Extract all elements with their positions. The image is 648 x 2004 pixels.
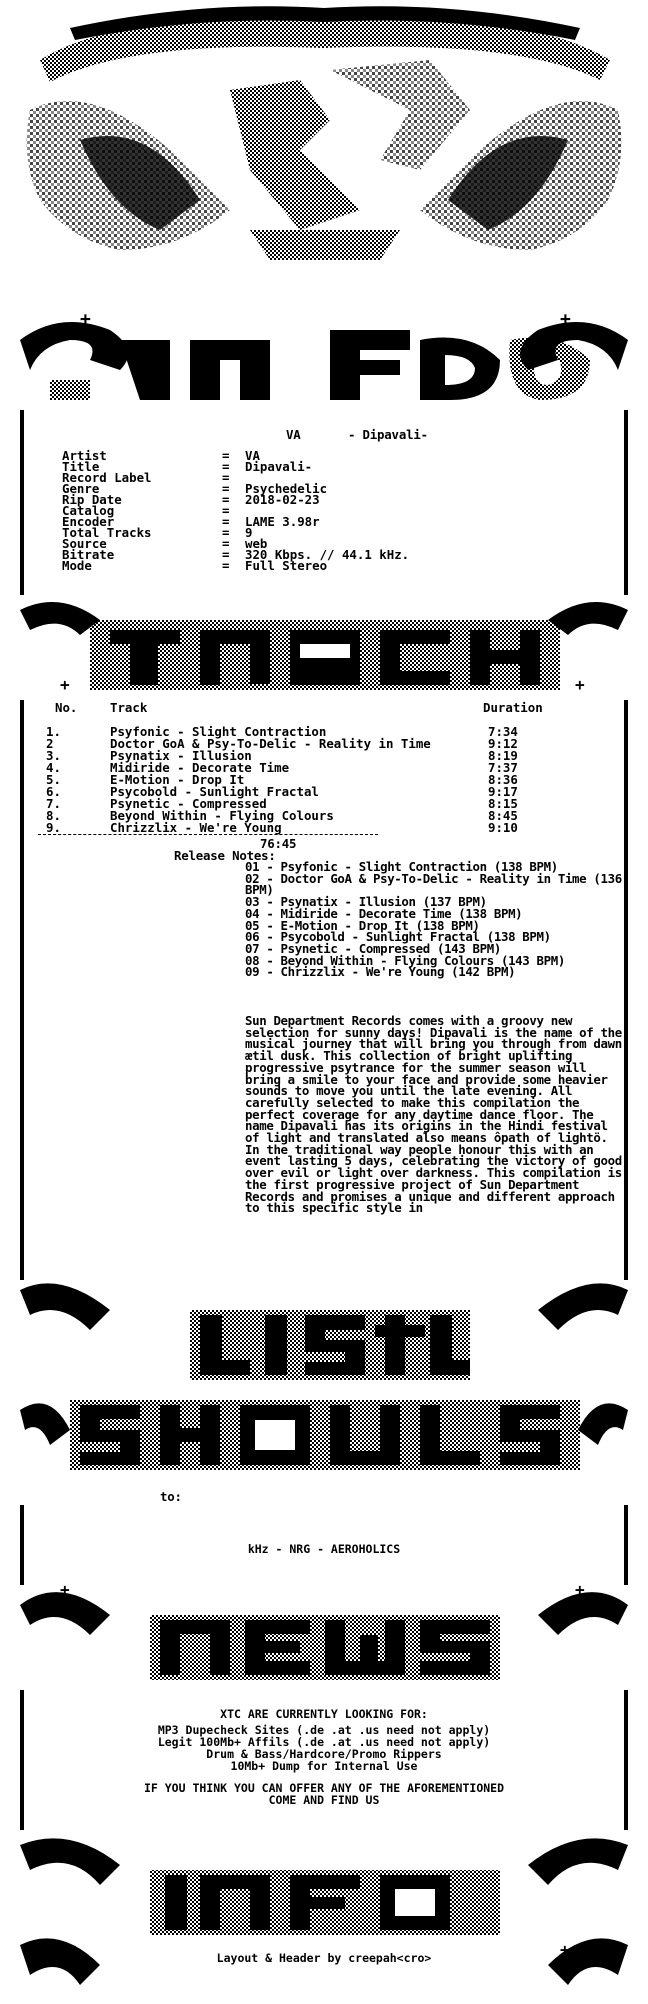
- info-label: Mode: [62, 558, 92, 573]
- svg-text:+: +: [575, 675, 585, 694]
- track-number: 9.: [46, 820, 61, 835]
- track-number: 4.: [46, 760, 61, 775]
- info-separator: =: [222, 470, 230, 485]
- release-note-line: 01 - Psyfonic - Slight Contraction (138 BPM): [245, 859, 558, 874]
- info-label: Rip Date: [62, 492, 122, 507]
- track-number: 1.: [46, 724, 61, 739]
- track-duration: 7:37: [488, 760, 518, 775]
- news-item: MP3 Dupecheck Sites (.de .at .us need not apply): [157, 1723, 491, 1737]
- info-value: 2018-02-23: [245, 492, 320, 507]
- info-separator: =: [222, 459, 230, 474]
- svg-text:+: +: [560, 1940, 570, 1959]
- track-title: Psynatix - Illusion: [110, 748, 252, 763]
- col-track: Track: [110, 700, 148, 715]
- news-item: Drum & Bass/Hardcore/Promo Rippers: [206, 1747, 442, 1761]
- xtc-logo-art: [0, 0, 648, 310]
- track-duration: 8:19: [488, 748, 518, 763]
- info-value: Dipavali-: [245, 459, 313, 474]
- info-label: Artist: [62, 448, 107, 463]
- track-title: Doctor GoA & Psy-To-Delic - Reality in Time: [110, 736, 431, 751]
- release-note-line: 09 - Chrizzlix - We're Young (142 BPM): [245, 964, 516, 980]
- shouts-names: kHz - NRG - AEROHOLICS: [247, 1542, 401, 1556]
- release-title-artist: VA: [286, 427, 301, 442]
- col-duration: Duration: [483, 700, 543, 715]
- track-title: Beyond Within - Flying Colours: [110, 808, 334, 823]
- tracklist-total: 76:45: [260, 836, 297, 851]
- info-value: VA: [245, 448, 260, 463]
- info-label: Bitrate: [62, 547, 115, 562]
- news-offer-line2: COME AND FIND US: [268, 1793, 380, 1807]
- info-separator: =: [222, 536, 230, 551]
- track-number: 2: [46, 736, 54, 751]
- track-title: Chrizzlix - We're Young: [110, 820, 282, 835]
- svg-text:+: +: [560, 309, 571, 330]
- info-value: Full Stereo: [245, 558, 328, 573]
- track-title: Psycobold - Sunlight Fractal: [110, 784, 319, 799]
- track-heading-art: [0, 590, 648, 702]
- release-note-line: 08 - Beyond Within - Flying Colours (143 BPM): [245, 952, 565, 968]
- track-row: [0, 774, 648, 785]
- news-offer-line1: IF YOU THINK YOU CAN OFFER ANY OF THE AFOREMENTIONED: [143, 1781, 505, 1795]
- release-notes-tracklist: [245, 861, 625, 978]
- info-footer-art: [0, 1825, 648, 2004]
- release-note-line: 05 - E-Motion - Drop It (138 BPM): [245, 917, 480, 933]
- info-value: 320 Kbps. // 44.1 kHz.: [245, 547, 410, 562]
- track-duration: 7:34: [488, 724, 518, 739]
- track-title: Psyfonic - Slight Contraction: [110, 724, 327, 739]
- track-row: [0, 786, 648, 797]
- shouts-to-label: to:: [160, 1489, 182, 1504]
- news-heading-art: [0, 1575, 648, 1695]
- footer-credit: Layout & Header by creepah<cro>: [216, 1951, 432, 1965]
- track-number: 8.: [46, 808, 61, 823]
- release-notes-description: Sun Department Records comes with a groovy new selection for sunny days! Dipavali is the name of the musical journey that will bring you through from dawn ætil dusk. This collection of bright uplifting progressive psytrance for the summer season will bring a smile to your face and provide some heavier sounds to move you until the late evening. All carefully selected to make this compilation the perfect coverage for any daytime dance floor. The name Dipavali has its origins in the Hindi festival of light and translated also means ôpath of lightö. In the traditional way people honour this with an event lasting 5 days, celebrating the victory of good over evil or light over darkness. This compilation is the first progressive project of Sun Department Records and promises a unique and different approach to this specific style in: [245, 1013, 622, 1216]
- info-separator: =: [222, 448, 230, 463]
- news-heading: XTC ARE CURRENTLY LOOKING FOR:: [220, 1707, 428, 1721]
- svg-text:+: +: [575, 1580, 585, 1599]
- info-separator: =: [222, 503, 230, 518]
- track-number: 3.: [46, 748, 61, 763]
- info-separator: =: [222, 558, 230, 573]
- info-value: web: [245, 536, 268, 551]
- list-shouts-heading-art: [0, 1270, 648, 1510]
- col-no: No.: [55, 700, 78, 715]
- info-label: Title: [62, 459, 100, 474]
- info-row: [0, 560, 648, 571]
- track-title: Psynetic - Compressed: [110, 796, 267, 811]
- track-row: [0, 822, 648, 833]
- track-number: 6.: [46, 784, 61, 799]
- track-duration: 9:17: [488, 784, 518, 799]
- track-duration: 8:36: [488, 772, 518, 787]
- release-note-line: 07 - Psynetic - Compressed (143 BPM): [245, 940, 501, 956]
- info-separator: =: [222, 481, 230, 496]
- release-note-line: 06 - Psycobold - Sunlight Fractal (138 BPM): [245, 929, 551, 945]
- release-note-line: 03 - Psynatix - Illusion (137 BPM): [245, 894, 487, 910]
- track-number: 7.: [46, 796, 61, 811]
- tracklist-header: [0, 702, 648, 713]
- release-notes-label: Release Notes:: [174, 848, 276, 863]
- info-label: Source: [62, 536, 107, 551]
- track-duration: 8:15: [488, 796, 518, 811]
- track-row: [0, 762, 648, 773]
- track-duration: 9:12: [488, 736, 518, 751]
- info-label: Total Tracks: [62, 525, 152, 540]
- release-note-line: 04 - Midiride - Decorate Time (138 BPM): [245, 905, 523, 921]
- info-label: Record Label: [62, 470, 152, 485]
- news-item: 10Mb+ Dump for Internal Use: [230, 1759, 418, 1773]
- release-title-album: - Dipavali-: [348, 427, 428, 442]
- tracklist-divider: [38, 834, 378, 835]
- track-row: [0, 810, 648, 821]
- info-separator: =: [222, 492, 230, 507]
- info-label: Catalog: [62, 503, 115, 518]
- svg-text:+: +: [70, 1940, 80, 1959]
- info-value: LAME 3.98r: [245, 514, 320, 529]
- info-label: Encoder: [62, 514, 115, 529]
- track-duration: 8:45: [488, 808, 518, 823]
- track-title: Midiride - Decorate Time: [110, 760, 290, 775]
- track-row: [0, 738, 648, 749]
- info-heading-art: [0, 300, 648, 410]
- info-separator: =: [222, 525, 230, 540]
- info-label: Genre: [62, 481, 100, 496]
- track-title: E-Motion - Drop It: [110, 772, 245, 787]
- info-separator: =: [222, 547, 230, 562]
- info-value: Psychedelic: [245, 481, 328, 496]
- info-value: 9: [245, 525, 253, 540]
- track-row: [0, 750, 648, 761]
- svg-text:+: +: [60, 1580, 70, 1599]
- info-separator: =: [222, 514, 230, 529]
- track-duration: 9:10: [488, 820, 518, 835]
- svg-text:+: +: [80, 309, 91, 330]
- news-item: Legit 100Mb+ Affils (.de .at .us need not apply): [157, 1735, 491, 1749]
- release-note-line: 02 - Doctor GoA & Psy-To-Delic - Reality in Time (136 BPM): [245, 870, 622, 898]
- svg-text:+: +: [60, 675, 70, 694]
- track-number: 5.: [46, 772, 61, 787]
